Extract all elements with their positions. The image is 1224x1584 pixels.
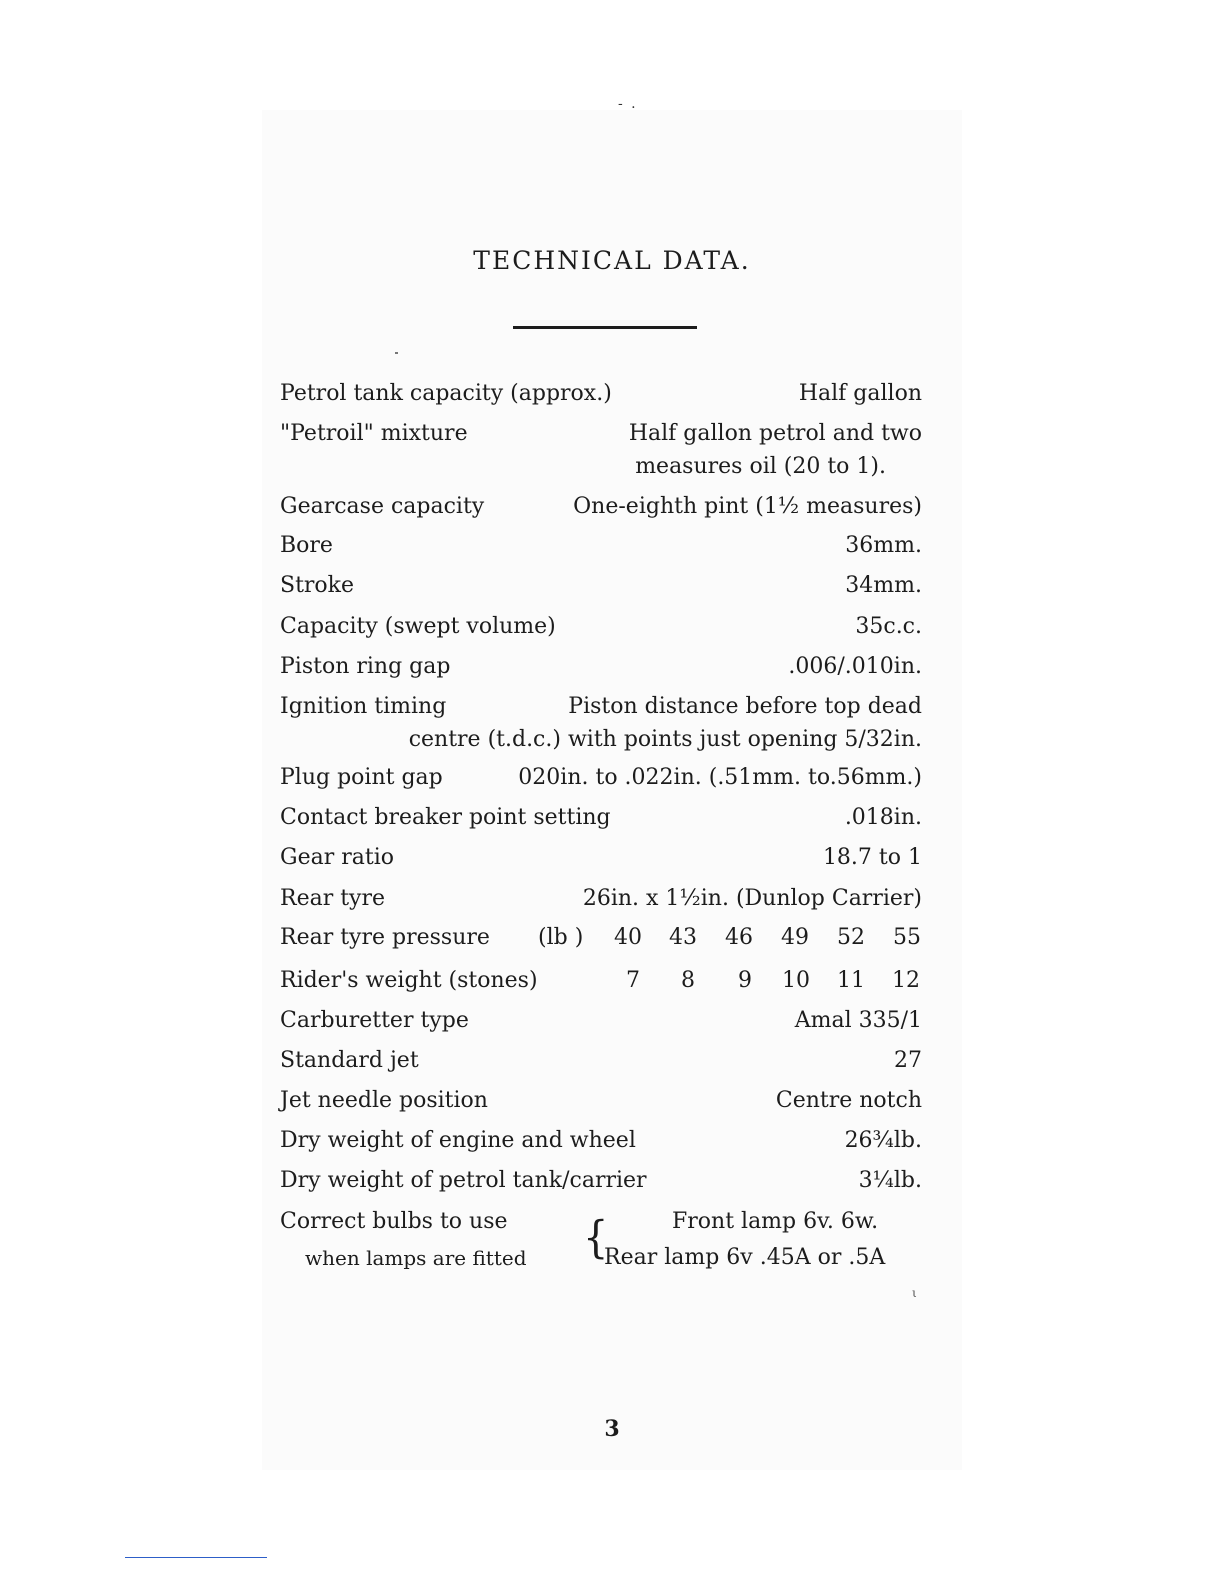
- weight-value: 9: [738, 968, 752, 993]
- footer-line: [125, 1557, 267, 1558]
- spec-value: 27: [894, 1048, 922, 1073]
- brace: {: [583, 1212, 609, 1264]
- stray-mark: [395, 352, 398, 354]
- spec-value: Amal 335/1: [794, 1008, 922, 1033]
- weight-value: 12: [892, 968, 920, 993]
- top-mark: - .: [618, 96, 638, 112]
- spec-row-petroil-cont: [280, 451, 922, 483]
- spec-label: Jet needle position: [280, 1088, 488, 1113]
- pressure-value: 46: [725, 925, 753, 950]
- spec-row-standard-jet: [280, 1045, 922, 1077]
- weight-value: 8: [681, 968, 695, 993]
- spec-label: Correct bulbs to use: [280, 1209, 508, 1234]
- spec-row-jet-needle: [280, 1085, 922, 1117]
- spec-label: Dry weight of engine and wheel: [280, 1128, 636, 1153]
- rear-lamp-value: Rear lamp 6v .45A or .5A: [604, 1245, 886, 1270]
- spec-value: 36mm.: [845, 533, 922, 558]
- spec-value: One-eighth pint (1½ measures): [573, 494, 922, 519]
- spec-value: 35c.c.: [855, 614, 922, 639]
- spec-value: 34mm.: [845, 573, 922, 598]
- spec-value: Half gallon: [798, 381, 922, 406]
- spec-value: 3¼lb.: [858, 1168, 922, 1193]
- spec-value: 18.7 to 1: [822, 845, 922, 870]
- spec-row-plug-gap: [280, 762, 922, 794]
- corner-mark: ι: [912, 1286, 917, 1300]
- spec-row-tyre-pressure: [280, 922, 922, 954]
- spec-row-capacity: [280, 611, 922, 643]
- spec-label: Petrol tank capacity (approx.): [280, 381, 612, 406]
- pressure-value: 43: [669, 925, 697, 950]
- spec-unit: (lb ): [538, 925, 584, 950]
- spec-row-petrol-tank: [280, 378, 922, 410]
- spec-row-rear-tyre: [280, 883, 922, 915]
- weight-value: 10: [782, 968, 810, 993]
- spec-row-stroke: [280, 570, 922, 602]
- spec-label: Plug point gap: [280, 765, 443, 790]
- spec-label: Standard jet: [280, 1048, 419, 1073]
- spec-value: 26¾lb.: [844, 1128, 922, 1153]
- spec-value-continued: centre (t.d.c.) with points just opening 5/32in.: [408, 727, 922, 752]
- pressure-value: 52: [837, 925, 865, 950]
- spec-value: Half gallon petrol and two: [628, 421, 922, 446]
- spec-label: "Petroil" mixture: [280, 421, 468, 446]
- spec-label: Dry weight of petrol tank/carrier: [280, 1168, 647, 1193]
- spec-label: Rider's weight (stones): [280, 968, 538, 993]
- spec-value: .018in.: [844, 805, 922, 830]
- spec-value: 26in. x 1½in. (Dunlop Carrier): [582, 886, 922, 911]
- spec-row-piston-ring-gap: [280, 651, 922, 683]
- weight-value: 11: [837, 968, 865, 993]
- weight-value: 7: [626, 968, 640, 993]
- spec-row-bore: [280, 530, 922, 562]
- spec-value: Piston distance before top dead: [568, 694, 922, 719]
- page-number: 3: [604, 1416, 620, 1442]
- pressure-value: 40: [614, 925, 642, 950]
- spec-row-dry-weight-engine: [280, 1125, 922, 1157]
- spec-label: Ignition timing: [280, 694, 447, 719]
- spec-row-gear-ratio: [280, 842, 922, 874]
- spec-row-petroil: [280, 418, 922, 450]
- front-lamp-value: Front lamp 6v. 6w.: [672, 1209, 879, 1234]
- spec-label: Rear tyre pressure: [280, 925, 490, 950]
- spec-label: Piston ring gap: [280, 654, 451, 679]
- spec-value: 020in. to .022in. (.51mm. to.56mm.): [518, 765, 922, 790]
- spec-value: .006/.010in.: [788, 654, 922, 679]
- spec-label: Gearcase capacity: [280, 494, 485, 519]
- spec-row-gearcase: [280, 491, 922, 523]
- spec-label: Bore: [280, 533, 333, 558]
- spec-value: Centre notch: [775, 1088, 922, 1113]
- spec-row-rider-weight: [280, 965, 922, 997]
- spec-row-contact-breaker: [280, 802, 922, 834]
- spec-row-dry-weight-tank: [280, 1165, 922, 1197]
- pressure-value: 49: [781, 925, 809, 950]
- spec-row-carburetter: [280, 1005, 922, 1037]
- spec-value-continued: measures oil (20 to 1).: [635, 454, 886, 479]
- title-rule: [513, 326, 697, 329]
- spec-row-ignition: [280, 691, 922, 723]
- spec-label: Stroke: [280, 573, 355, 598]
- spec-label: Rear tyre: [280, 886, 386, 911]
- spec-label: Capacity (swept volume): [280, 614, 556, 639]
- spec-row-ignition-cont: [280, 724, 922, 756]
- spec-label: Contact breaker point setting: [280, 805, 611, 830]
- pressure-value: 55: [893, 925, 921, 950]
- page-title: TECHNICAL DATA.: [473, 246, 751, 275]
- spec-label: Gear ratio: [280, 845, 394, 870]
- spec-sublabel: when lamps are fitted: [305, 1246, 527, 1270]
- spec-label: Carburetter type: [280, 1008, 469, 1033]
